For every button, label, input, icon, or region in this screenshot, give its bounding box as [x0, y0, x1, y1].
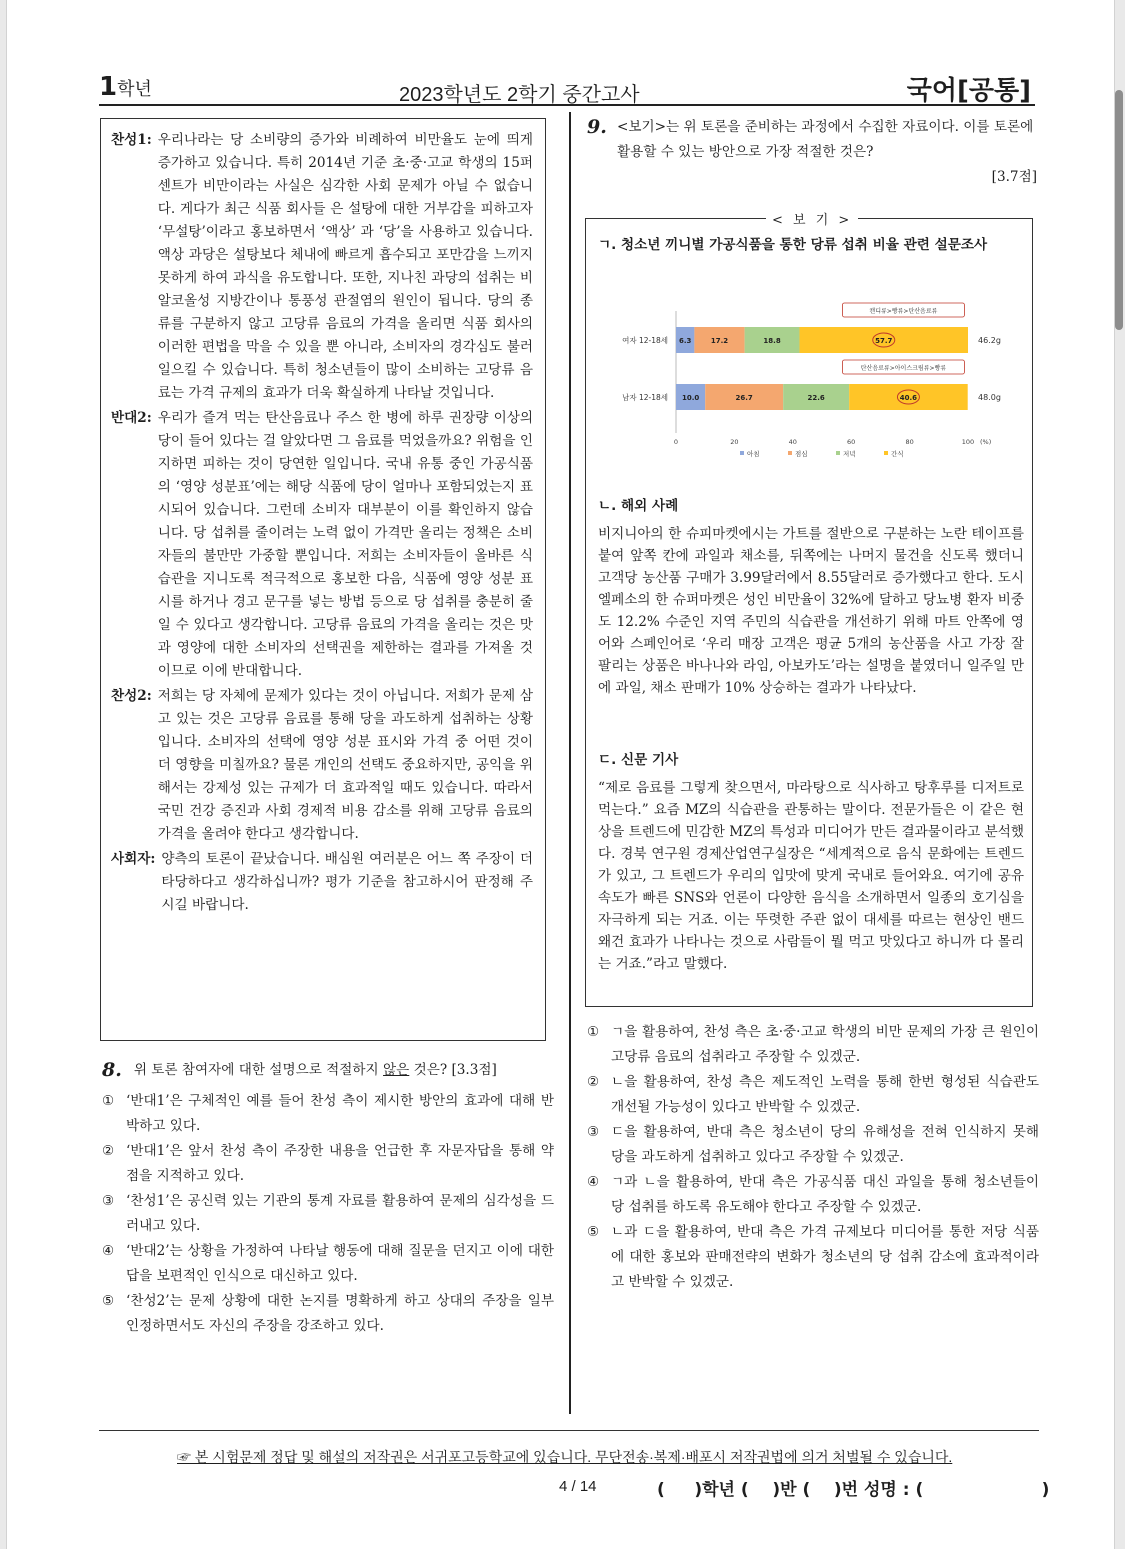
- section-text-news: “제로 음료를 그렇게 찾으면서, 마라탕으로 식사하고 탕후루를 디저트로 먹는다.” 요즘 MZ의 식습관을 관통하는 말이다. 전문가들은 이 같은 현상을 트렌드에 민감한 MZ의 특성과 미디어가 만든 결과물이라고 분석했다. 경북 연구원 경제산업연구실장은 “세계적으로 음식 문화에는 트렌드가 있고, 그 트렌드가 우리의 입맛에 맞게 국내로 들어와요. 여기에 공유 속도가 빠른 SNS와 언론이 다양한 음식을 소개하면서 일종의 호기심을 자극하게 되는 거죠. 이는 뚜렷한 주관 없이 대세를 따르는 현상인 밴드왜건 효과가 나타나는 것으로 사람들이 뭘 먹고 맛있다고 하니까 다 몰리는 거죠.”라고 말했다.: [598, 780, 1024, 972]
- q9-option-4[interactable]: ④ ㄱ과 ㄴ을 활용하여, 반대 측은 가공식품 대신 과일을 통해 청소년들이 당 섭취를 하도록 유도해야 한다고 주장할 수 있겠군.: [587, 1174, 1039, 1215]
- speech-moderator: [111, 848, 533, 917]
- q8-option-4[interactable]: ④ ‘반대2’는 상황을 가정하여 나타날 행동에 대해 질문을 던지고 이에 대한 답을 보편적인 인식으로 대신하고 있다.: [102, 1243, 554, 1284]
- question-number: 8.: [102, 1059, 122, 1081]
- column-divider: [569, 112, 571, 1414]
- section-title-overseas: ㄴ. 해외 사례: [598, 498, 679, 514]
- legend-label: 저녁: [843, 450, 856, 458]
- legend-swatch: [884, 451, 888, 455]
- question-9-options: [587, 1020, 1039, 1295]
- question-9: [587, 115, 1039, 190]
- bar-value-label: 17.2: [710, 337, 729, 345]
- speaker-label: 사회자:: [111, 851, 156, 867]
- section-title-survey: ㄱ. 청소년 끼니별 가공식품을 통한 당류 섭취 비율 관련 설문조사: [598, 237, 988, 253]
- bogi-title: < 보 기 >: [766, 209, 858, 228]
- x-tick-label: 60: [847, 438, 856, 446]
- q9-option-3[interactable]: ③ ㄷ을 활용하여, 반대 측은 청소년이 당의 유해성을 전혀 인식하지 못해 당을 과도하게 섭취하고 있다고 주장할 수 있겠군.: [587, 1124, 1039, 1165]
- question-8-stem: [102, 1058, 554, 1083]
- section-overseas: [598, 495, 1024, 699]
- student-info-line: ( )학년 ( )반 ( )번 성명 : ( ): [657, 1480, 1050, 1500]
- speaker-label: 찬성2:: [111, 688, 152, 704]
- page-number: 4 / 14: [559, 1478, 597, 1495]
- x-tick-label: 40: [788, 438, 797, 446]
- scrollbar-thumb[interactable]: [1115, 90, 1123, 330]
- page-header: [99, 72, 1035, 106]
- x-axis-unit: (%): [980, 438, 992, 446]
- category-label: 남자 12-18세: [622, 393, 668, 402]
- speech-pro2: [111, 685, 533, 846]
- bogi-box: [585, 213, 1033, 1007]
- legend-swatch: [836, 451, 840, 455]
- q8-option-2[interactable]: ② ‘반대1’은 앞서 찬성 측이 주장한 내용을 언급한 후 자문자답을 통해 약점을 지적하고 있다.: [102, 1143, 554, 1184]
- exam-title: 2023학년도 2학기 중간고사: [399, 84, 640, 106]
- x-tick-label: 0: [673, 438, 679, 446]
- speech-pro1: [111, 129, 533, 405]
- copyright-notice: ☞ 본 시험문제 정답 및 해설의 저작권은 서귀포고등학교에 있습니다. 무단전송·복제·배포시 저작권법에 의거 처벌될 수 있습니다.: [177, 1449, 953, 1465]
- grade-label: 1학년: [99, 72, 152, 102]
- speaker-label: 반대2:: [111, 410, 152, 426]
- q8-option-1[interactable]: ① ‘반대1’은 구체적인 예를 들어 찬성 측이 제시한 방안의 효과에 대해 반박하고 있다.: [102, 1093, 554, 1134]
- stacked-bar-chart: [596, 295, 1022, 463]
- total-label: 48.0g: [978, 393, 1001, 402]
- section-news: [598, 749, 1024, 975]
- total-label: 46.2g: [978, 336, 1001, 345]
- subject-title: 국어[공통]: [906, 76, 1031, 106]
- q9-option-5[interactable]: ⑤ ㄴ과 ㄷ을 활용하여, 반대 측은 가격 규제보다 미디어를 통한 저당 식품에 대한 홍보와 판매전략의 변화가 청소년의 당 섭취 감소에 효과적이라고 반박할 수 있겠군.: [587, 1224, 1039, 1290]
- question-8: [102, 1058, 554, 1339]
- debate-passage-box: [100, 118, 546, 1041]
- callout-label: 캔디류>빵류>탄산음료류: [869, 308, 938, 315]
- speech-con2: [111, 407, 533, 683]
- bar-value-label: 57.7: [875, 337, 893, 345]
- q8-option-3[interactable]: ③ ‘찬성1’은 공신력 있는 기관의 통계 자료를 활용하여 문제의 심각성을 드러내고 있다.: [102, 1193, 554, 1234]
- question-number: 9.: [587, 116, 607, 138]
- legend-label: 간식: [891, 450, 904, 458]
- exam-page: [6, 0, 1115, 1549]
- speaker-label: 찬성1:: [111, 132, 152, 148]
- x-tick-label: 20: [730, 438, 739, 446]
- question-stem: <보기>는 위 토론을 준비하는 과정에서 수집한 자료이다. 이를 토론에 활용할 수 있는 방안으로 가장 적절한 것은?: [617, 119, 1034, 160]
- question-9-stem: [587, 115, 1039, 165]
- speech-text: 우리나라는 당 소비량의 증가와 비례하여 비만율도 눈에 띄게 증가하고 있습니다. 특히 2014년 기준 초·중·고교 학생의 15퍼센트가 비만이라는 사실은 심각한 사회 문제가 아닐 수 없습니다. 게다가 최근 식품 회사들 은 설탕에 대한 거부감을 피하고자 ‘무설탕’이라고 홍보하면서 ‘액상’ 과 ‘당’을 사용하고 있습니다. 액상 과당은 설탕보다 체내에 빠르게 흡수되고 포만감을 느끼지 못하게 하여 과식을 유도합니다. 또한, 지나친 과당의 섭취는 비알코올성 지방간이나 통풍성 관절염의 원인이 됩니다. 당의 종류를 구분하지 않고 고당류 음료의 가격을 올리면 식품 회사의 이러한 편법을 막을 수 있을 뿐 아니라, 소비자의 경각심도 불러일으킬 수 있습니다. 특히 청소년들이 많이 소비하는 고당류 음료는 가격 규제의 효과가 더욱 확실하게 나타날 것입니다.: [157, 132, 533, 401]
- category-label: 여자 12-18세: [622, 336, 668, 345]
- bar-value-label: 26.7: [735, 394, 753, 402]
- x-tick-label: 80: [905, 438, 914, 446]
- question-stem: 위 토론 참여자에 대한 설명으로 적절하지 않은 것은? [3.3점]: [133, 1062, 497, 1078]
- speech-text: 저희는 당 자체에 문제가 있다는 것이 아닙니다. 저희가 문제 삼고 있는 것은 고당류 음료를 통해 당을 과도하게 섭취하는 상황입니다. 소비자의 선택에 영양 성분 표시와 가격 중 어떤 것이 더 영향을 미칠까요? 물론 개인의 선택도 중요하지만, 공익을 위해서는 강제성 있는 규제가 더 효과적일 때도 있습니다. 따라서 국민 건강 증진과 사회 경제적 비용 감소를 위해 고당류 음료의 가격을 올려야 한다고 생각합니다.: [157, 688, 533, 842]
- bar-value-label: 6.3: [678, 337, 692, 345]
- x-tick-label: 100: [961, 438, 975, 446]
- q9-option-2[interactable]: ② ㄴ을 활용하여, 찬성 측은 제도적인 노력을 통해 한번 형성된 식습관도 개선될 가능성이 있다고 반박할 수 있겠군.: [587, 1074, 1039, 1115]
- q9-option-1[interactable]: ① ㄱ을 활용하여, 찬성 측은 초·중·고교 학생의 비만 문제의 가장 큰 원인이 고당류 음료의 섭취라고 주장할 수 있겠군.: [587, 1024, 1039, 1065]
- legend-swatch: [788, 451, 792, 455]
- bar-value-label: 40.6: [899, 394, 918, 402]
- question-points: [3.7점]: [991, 169, 1037, 185]
- legend-label: 아침: [747, 450, 760, 458]
- legend-swatch: [740, 451, 744, 455]
- speech-text: 우리가 즐겨 먹는 탄산음료나 주스 한 병에 하루 권장량 이상의 당이 들어 있다는 걸 알았다면 그 음료를 먹었을까요? 위험을 인지하면 피하는 것이 당연한 일입니다. 국내 유통 중인 가공식품의 ‘영양 성분표’에는 해당 식품에 당이 얼마나 포함되었는지 표시되어 있습니다. 그런데 소비자 대부분이 이를 확인하지 않습니다. 당 섭취를 줄이려는 노력 없이 가격만 올리는 정책은 소비자들의 불만만 가중할 뿐입니다. 저희는 소비자들이 올바른 식습관을 지니도록 적극적으로 홍보한 다음, 식품에 영양 성분 표시를 하거나 경고 문구를 넣는 방법 등으로 당 섭취를 충분히 줄일 수 있다고 생각합니다. 고당류 음료의 가격을 올리는 것은 맛과 영양에 대한 소비자의 선택권을 제한하는 결과를 가져올 것이므로 이에 반대합니다.: [157, 410, 533, 679]
- section-title-news: ㄷ. 신문 기사: [598, 752, 679, 768]
- bar-value-label: 18.8: [763, 337, 781, 345]
- bar-value-label: 22.6: [807, 394, 825, 402]
- section-text-overseas: 비지니아의 한 슈피마켓에시는 가트를 절반으로 구분하는 노란 테이프를 붙여 앞쪽 칸에 과일과 채소를, 뒤쪽에는 나머지 물건을 신도록 했더니 고객당 농산품 구매가 3.99달러에서 8.55달러로 증가했다고 한다. 도시 엘페소의 한 슈퍼마켓은 성인 비만율이 32%에 달하고 당뇨병 환자 비중도 12.2% 수준인 지역 주민의 식습관을 개선하기 위해 마트 안쪽에 영어와 스페인어로 ‘우리 매장 고객은 평균 5개의 농산품을 사고 가장 잘 팔리는 상품은 바나나와 라임, 아보카도’라는 설명을 붙였더니 일주일 만에 과일, 채소 판매가 10% 상승하는 결과가 나타났다.: [598, 526, 1024, 696]
- footer-divider: [99, 1430, 1039, 1431]
- bar-value-label: 10.0: [681, 394, 700, 402]
- callout-label: 탄산음료류>아이스크림류>빵류: [860, 365, 947, 372]
- speech-text: 양측의 토론이 끝났습니다. 배심원 여러분은 어느 쪽 주장이 더 타당하다고 생각하십니까? 평가 기준을 참고하시어 판정해 주시길 바랍니다.: [161, 851, 533, 913]
- q8-option-5[interactable]: ⑤ ‘찬성2’는 문제 상황에 대한 논지를 명확하게 하고 상대의 주장을 일부 인정하면서도 자신의 주장을 강조하고 있다.: [102, 1293, 554, 1334]
- legend-label: 점심: [795, 450, 808, 458]
